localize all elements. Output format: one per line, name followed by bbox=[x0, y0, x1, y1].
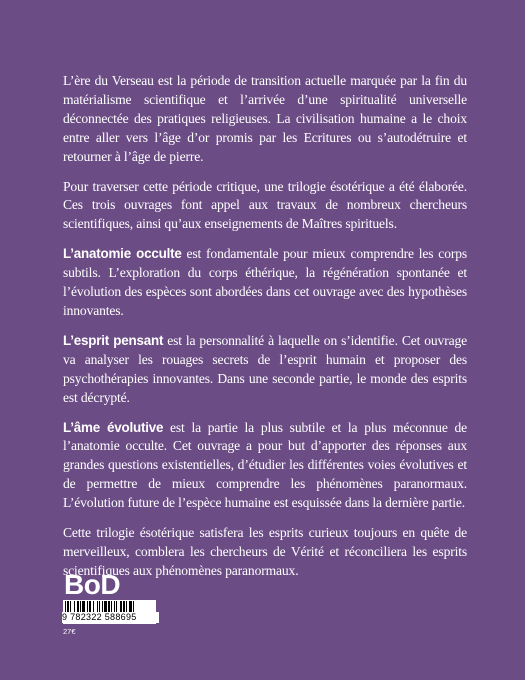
paragraph-esprit bbox=[63, 332, 467, 408]
paragraph-text: Cette trilogie ésotérique satisfera les esprits curieux toujours en quête de merveilleux, comblera les chercheurs de Vérité et réconciliera les esprits scientifiques aux phénomènes paranormaux. bbox=[63, 525, 467, 578]
publisher-logo: BoD bbox=[64, 569, 121, 600]
book-title-ame: L’âme évolutive bbox=[63, 419, 164, 435]
paragraph-ame bbox=[63, 419, 467, 514]
paragraph-anatomie bbox=[63, 245, 467, 321]
paragraph-conclusion bbox=[63, 524, 467, 581]
paragraph-intro bbox=[63, 72, 467, 167]
paragraph-text: Pour traverser cette période critique, une trilogie ésotérique a été élaborée. Ces trois ouvrages font appel aux travaux de nombreux chercheurs scientifiques, ainsi qu’aux enseignements de Maîtres spirituels. bbox=[63, 178, 467, 232]
price: 27€ bbox=[63, 627, 76, 636]
book-title-esprit: L’esprit pensant bbox=[63, 332, 164, 348]
paragraph-text: est la personnalité à laquelle on s’identifie. Cet ouvrage va analyser les rouages secrets de l’esprit humain et proposer des psychothérapies innovantes. Dans une seconde partie, le monde des esprits est décrypté. bbox=[63, 332, 467, 405]
paragraph-text: est la partie la plus subtile et la plus méconnue de l’anatomie occulte. Cet ouvrage a pour but d’apporter des réponses aux grandes questions existentielles, d’étudier les différentes voies évolutives et de permettre de mieux comprendre les phénomènes paranormaux. L’évolution future de l’espèce humaine est esquissée dans la dernière partie. bbox=[63, 419, 468, 511]
barcode-number-box bbox=[62, 612, 159, 623]
isbn-number: 9 782322 588695 bbox=[62, 612, 137, 622]
book-title-anatomie: L’anatomie occulte bbox=[63, 246, 182, 262]
paragraph-trilogy bbox=[63, 178, 467, 235]
paragraph-text: est fondamentale pour mieux comprendre les corps subtils. L’exploration du corps éthérique, la régénération spontanée et l’évolution des espèces sont abordées dans cet ouvrage avec des hypothèses innovantes. bbox=[63, 246, 468, 318]
back-cover-text bbox=[63, 72, 467, 592]
paragraph-text: L’ère du Verseau est la période de transition actuelle marquée par la fin du matérialisme scientifique et l’arrivée d’une spiritualité universelle déconnectée des pratiques religieuses. La civilisation humaine a le choix entre aller vers l’âge d’or promis par les Ecritures ou s’autodétruire et retourner à l’âge de pierre. bbox=[63, 73, 467, 164]
